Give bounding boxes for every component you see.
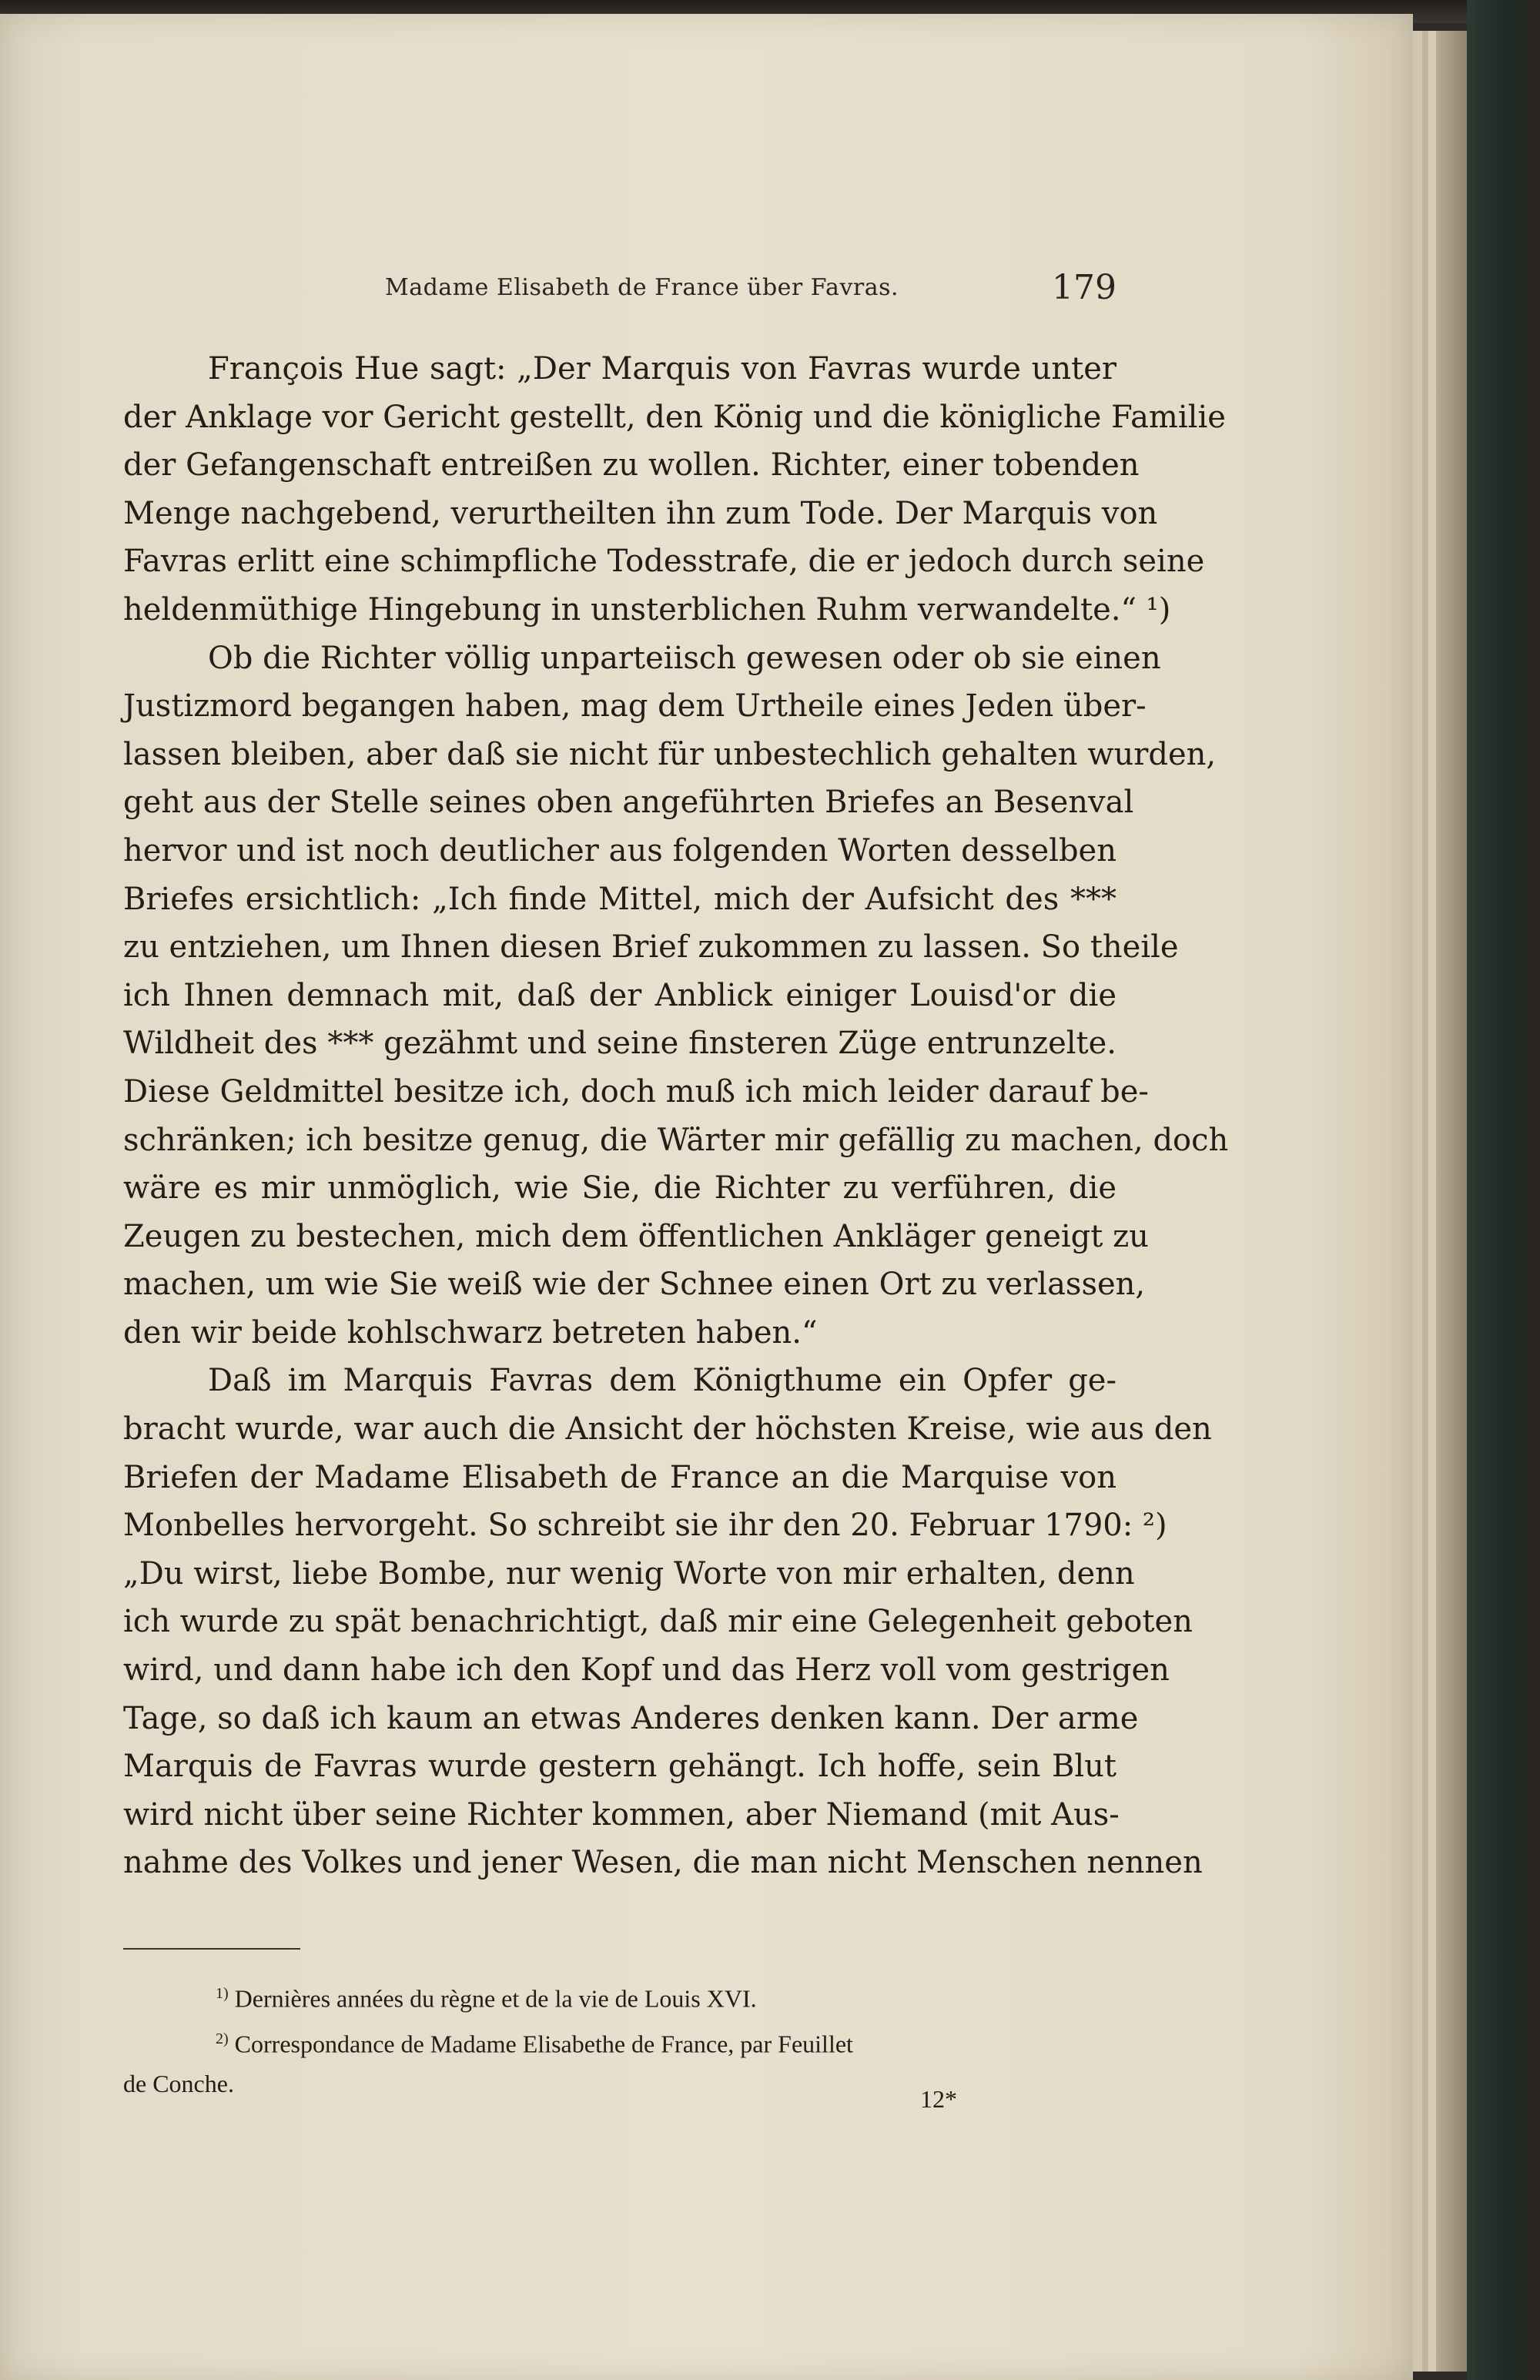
text-line: François Hue sagt: „Der Marquis von Favras wurde unter [208,351,1116,387]
text-line: bracht wurde, war auch die Ansicht der höchsten Kreise, wie aus den [123,1411,1212,1448]
page-edge [1436,31,1467,2372]
running-head: Madame Elisabeth de France über Favras. [385,274,899,301]
text-line: der Gefangenschaft entreißen zu wollen. Richter, einer tobenden [123,447,1140,484]
text-line: zu entziehen, um Ihnen diesen Brief zukommen zu lassen. So theile [123,929,1179,966]
text-line: Wildheit des *** gezähmt und seine finsteren Züge entrunzelte. [123,1026,1116,1062]
text-line: wird, und dann habe ich den Kopf und das Herz voll vom gestrigen [123,1652,1170,1689]
footnote-marker: 2) [216,2030,229,2047]
footnote-text: Correspondance de Madame Elisabethe de France, par Feuillet [234,2030,853,2058]
footnote-text: de Conche. [123,2070,234,2098]
footnote-2 [123,2019,1116,2064]
footnote-text: Dernières années du règne et de la vie de Louis XVI. [234,1984,757,2013]
footnote-2-continuation [123,2064,1116,2104]
footnote-marker: 1) [216,1985,229,2002]
text-line: Justizmord begangen haben, mag dem Urtheile eines Jeden über- [123,688,1147,725]
text-line: Diese Geldmittel besitze ich, doch muß ich mich leider darauf be- [123,1073,1149,1110]
page-number: 179 [1052,268,1116,307]
page-edge [1422,31,1428,2372]
text-line: ich wurde zu spät benachrichtigt, daß mir eine Gelegenheit geboten [123,1604,1193,1640]
text-line: Briefes ersichtlich: „Ich finde Mittel, mich der Aufsicht des *** [123,881,1116,917]
text-line: wird nicht über seine Richter kommen, aber Niemand (mit Aus- [123,1796,1120,1833]
footnote-rule [123,1948,300,1950]
text-line: lassen bleiben, aber daß sie nicht für unbestechlich gehalten wurden, [123,736,1217,772]
footnote-1 [123,1973,1116,2019]
body-text [123,345,1229,1887]
signature-mark: 12* [920,2085,957,2113]
text-line: Ob die Richter völlig unparteiisch gewesen oder ob sie einen [208,640,1161,676]
text-line: schränken; ich besitze genug, die Wärter mir gefällig zu machen, doch [123,1122,1229,1158]
text-line: hervor und ist noch deutlicher aus folgenden Worten desselben [123,832,1116,869]
text-line: geht aus der Stelle seines oben angeführten Briefes an Besenval [123,785,1134,821]
text-line: wäre es mir unmöglich, wie Sie, die Richter zu verführen, die [123,1170,1116,1207]
text-line: Zeugen zu bestechen, mich dem öffentlichen Ankläger geneigt zu [123,1218,1149,1254]
book-page [0,14,1413,2380]
text-line: machen, um wie Sie weiß wie der Schnee einen Ort zu verlassen, [123,1267,1146,1303]
footnotes [123,1973,1116,2104]
text-line: ich Ihnen demnach mit, daß der Anblick einiger Louisd'or die [123,977,1116,1013]
text-line: Daß im Marquis Favras dem Königthume ein Opfer ge- [208,1363,1116,1399]
text-line: „Du wirst, liebe Bombe, nur wenig Worte von mir erhalten, denn [123,1555,1135,1592]
book-cover-edge [1467,0,1540,2380]
page-header [123,268,1116,306]
text-line: heldenmüthige Hingebung in unsterblichen Ruhm verwandelte.“ ¹) [123,591,1171,628]
text-line: Marquis de Favras wurde gestern gehängt. Ich hoffe, sein Blut [123,1749,1116,1785]
page-edge [1413,31,1422,2372]
text-line: Briefen der Madame Elisabeth de France an die Marquise von [123,1459,1116,1495]
page-edge [1428,31,1436,2372]
text-line: Tage, so daß ich kaum an etwas Anderes denken kann. Der arme [123,1700,1139,1736]
text-line: der Anklage vor Gericht gestellt, den König und die königliche Familie [123,399,1226,435]
text-line: nahme des Volkes und jener Wesen, die man nicht Menschen nennen [123,1845,1203,1881]
text-line: den wir beide kohlschwarz betreten haben.“ [123,1314,818,1351]
text-line: Favras erlitt eine schimpfliche Todesstrafe, die er jedoch durch seine [123,544,1205,580]
text-line: Menge nachgebend, verurtheilten ihn zum Tode. Der Marquis von [123,495,1158,531]
text-line: Monbelles hervorgeht. So schreibt sie ihr den 20. Februar 1790: ²) [123,1508,1167,1544]
